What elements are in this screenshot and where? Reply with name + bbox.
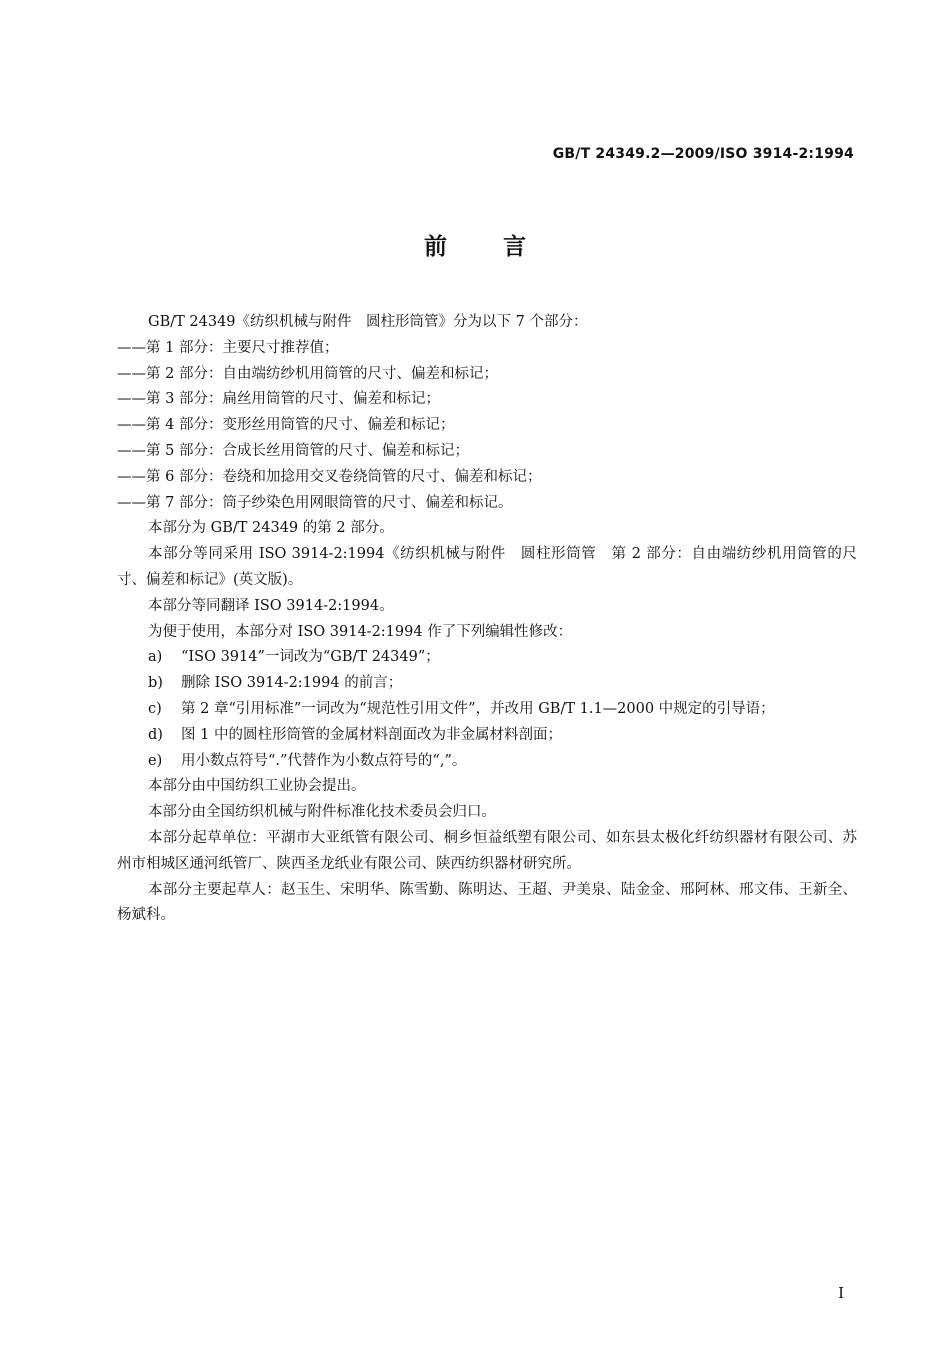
page-number: I [838,1284,844,1302]
modification-text: 第 2 章“引用标准”一词改为“规范性引用文件”，并改用 GB/T 1.1—2000 中规定的引导语； [181,700,775,717]
part-list-item: ——第 4 部分：变形丝用筒管的尺寸、偏差和标记； [117,417,455,434]
modification-item [117,645,857,671]
paragraph-modifications-intro: 为便于使用，本部分对 ISO 3914-2:1994 作了下列编辑性修改： [148,623,573,640]
paragraph-adoption: 本部分等同采用 ISO 3914-2:1994《纺织机械与附件 圆柱形筒管 第 2 部分：自由端纺纱机用筒管的尺寸、偏差和标记》(英文版)。 [117,546,857,588]
modification-text: 用小数点符号“.”代替作为小数点符号的“,”。 [181,752,467,769]
modification-item [117,697,857,723]
intro-paragraph: GB/T 24349《纺织机械与附件 圆柱形筒管》分为以下 7 个部分： [148,314,588,330]
part-list-item: ——第 5 部分：合成长丝用筒管的尺寸、偏差和标记； [117,442,469,459]
modification-marker: d) [148,726,163,743]
modification-text: 删除 ISO 3914-2:1994 的前言； [181,675,403,692]
page-title: 前言 [424,234,582,260]
paragraph-translation: 本部分等同翻译 ISO 3914-2:1994。 [148,597,394,614]
modification-item [117,671,857,697]
modification-text: “ISO 3914”一词改为“GB/T 24349”； [181,649,440,666]
paragraph-drafting-units: 本部分起草单位：平湖市大亚纸管有限公司、桐乡恒益纸塑有限公司、如东县太极化纤纺织器材有限公司、苏州市相城区通河纸管厂、陕西圣龙纸业有限公司、陕西纺织器材研究所。 [117,829,857,872]
part-list-item: ——第 1 部分：主要尺寸推荐值； [117,339,339,356]
part-list-item: ——第 7 部分：筒子纱染色用网眼筒管的尺寸、偏差和标记。 [117,494,513,511]
paragraph-proposer: 本部分由中国纺织工业协会提出。 [148,778,366,795]
part-list-item: ——第 2 部分：自由端纺纱机用筒管的尺寸、偏差和标记； [117,365,498,382]
modification-item [117,723,857,749]
part-list-item: ——第 6 部分：卷绕和加捻用交叉卷绕筒管的尺寸、偏差和标记； [117,468,542,485]
modification-marker: c) [148,700,162,717]
modification-marker: a) [148,649,163,666]
paragraph-committee: 本部分由全国纺织机械与附件标准化技术委员会归口。 [148,804,496,821]
part-list-item: ——第 3 部分：扁丝用筒管的尺寸、偏差和标记； [117,391,440,408]
modification-text: 图 1 中的圆柱形筒管的金属材料剖面改为非金属材料剖面； [181,726,562,743]
modification-marker: b) [148,675,163,692]
paragraph-drafters: 本部分主要起草人：赵玉生、宋明华、陈雪勤、陈明达、王超、尹美泉、陆金金、邢阿林、邢文伟、王新全、杨斌科。 [117,881,857,924]
paragraph-part-number: 本部分为 GB/T 24349 的第 2 部分。 [148,520,394,537]
modification-marker: e) [148,752,163,769]
foreword-body [117,310,857,929]
modification-item [117,749,857,775]
standard-code-header: GB/T 24349.2—2009/ISO 3914-2:1994 [552,146,854,162]
